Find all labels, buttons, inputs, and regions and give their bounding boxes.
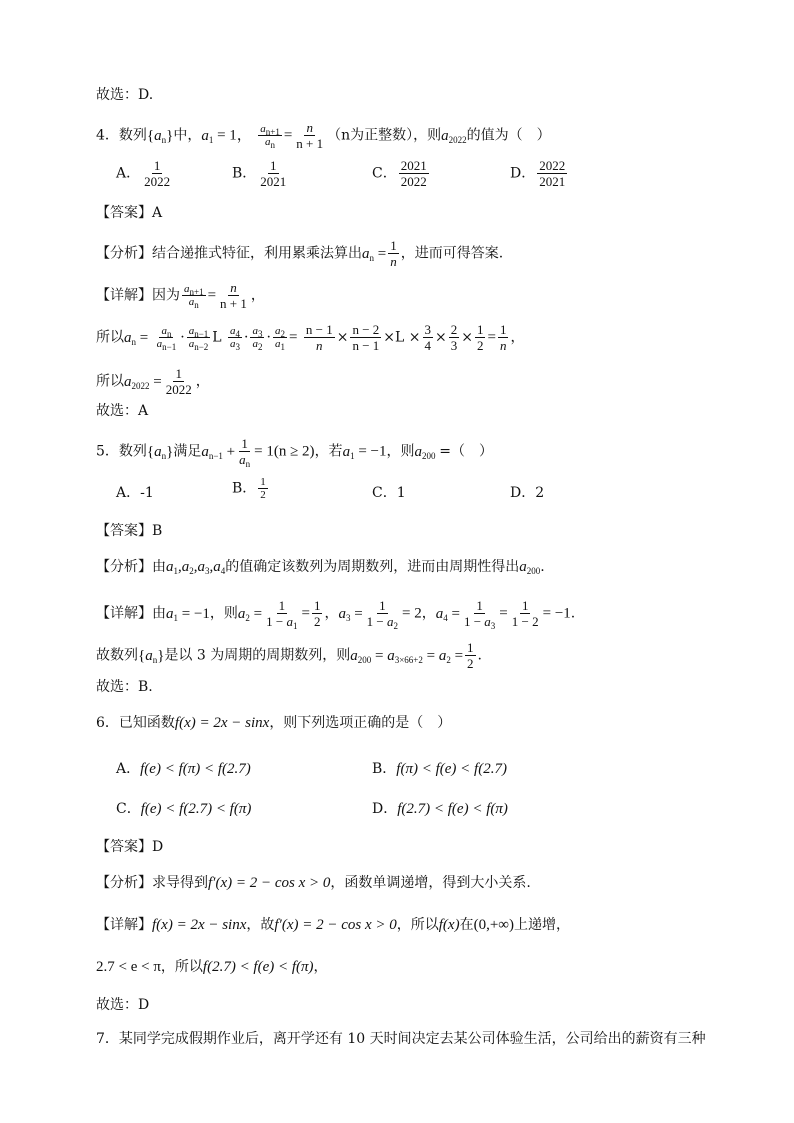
- a2022-symbol: $a_{2022}$: [441, 127, 467, 145]
- q5-option-b: B． $\frac{1}{2}$: [232, 476, 266, 501]
- q4-stem-text: 数列: [118, 127, 147, 144]
- q5-option-c: C．1: [372, 485, 406, 501]
- q6-analysis: 【分析】求导得到f′(x) = 2 − cos x > 0，函数单调递增，得到大小关系.: [96, 875, 531, 891]
- prev-answer-line: [96, 86, 153, 104]
- q6-stem: 6．已知函数f(x) = 2x − sinx，则下列选项正确的是（ ）: [96, 715, 452, 731]
- q6-detail: 【详解】f(x) = 2x − sinx，故f′(x) = 2 − cos x > 0，所以f(x)在(0,+∞)上递增，: [96, 917, 570, 933]
- q4-answer: 【答案】A: [96, 205, 163, 221]
- q5-option-a: A．-1: [116, 485, 154, 501]
- q6-option-a: A．f(e) < f(π) < f(2.7): [116, 761, 251, 777]
- q4-option-c: C． $\frac{2021}{2022}$: [372, 158, 427, 189]
- q4-analysis: 【分析】结合递推式特征，利用累乘法算出$a_n$ = $\frac{1}{n}$ ，进而可得答案.: [96, 238, 504, 269]
- q4-a2022-result: 所以$a_{2022}$ = $\frac{1}{2022}$ ，: [96, 366, 210, 397]
- q5-option-d: D．2: [510, 485, 545, 501]
- a1-value: = 1，: [217, 127, 252, 144]
- q6-final: 故选：D: [96, 997, 150, 1013]
- q4-condition: （n为正整数），则: [327, 127, 442, 144]
- prev-answer: 故选：D.: [96, 87, 154, 103]
- q5-period: 故数列$\{a_n\}$是以 3 为周期的周期数列，则$a_{200} = a_{3\times 66+2} = a_2$ = $\frac{1}{2}$ .: [96, 640, 482, 671]
- ratio-fraction: $\frac{a_{n+1}}{a_n}$: [260, 123, 280, 150]
- q7-stem: 7．某同学完成假期作业后，离开学还有 10 天时间决定去某公司体验生活，公司给出的薪资有三种: [96, 1031, 706, 1047]
- n-over-n1: $\frac{n}{n + 1}$: [296, 120, 324, 151]
- seq-an: $\{a_n\}$: [146, 127, 174, 145]
- q5-detail: 【详解】由$a_1 = -1$，则$a_2$ = $\frac{1}{1 - a_1}$ = $\frac{1}{2}$ ，$a_3$ = $\frac{1}{1 - a_2}$ = 2，$a_4$ = $\frac{1}{1 - a_3}$ = $\frac{1}{1 - 2}$ = −1.: [96, 598, 576, 631]
- q4-product-chain: 所以$a_n$ = $\frac{a_n}{a_{n-1}}$ · $\frac{a_{n-1}}{a_{n-2}}$ L $\frac{a_4}{a_3}$ · $\frac{a_3}{a_2}$ · $\frac{a_2}{a_1}$ = $\frac{n - 1}{n}$ × $\frac{n - 2}{n - 1}$ ×L × $\frac{3}{4}$ × $\frac{2}{3}$ × $\frac{1}{2}$ = $\frac{1}{n}$ ，: [96, 322, 525, 353]
- q4-stem-text-2: 中，: [173, 127, 202, 144]
- q6-option-d: D．f(2.7) < f(e) < f(π): [372, 801, 508, 817]
- q6-answer: 【答案】D: [96, 839, 164, 855]
- q5-stem: 5．数列$\{a_n\}$满足$a_{n-1}$ + $\frac{1}{a_n}$ = 1(n ≥ 2)，若$a_1 = -1$，则$a_{200}$ =（ ）: [96, 436, 493, 469]
- q5-answer: 【答案】B: [96, 523, 163, 539]
- q4-stem: 4．数列$\{a_n\}$中，$a_1 = 1$， $\frac{a_{n+1}}{a_n}$ = $\frac{n}{n + 1}$ （n为正整数），则$a_{2022}$的值为（ ）: [96, 120, 551, 151]
- q4-detail: 【详解】因为 $\frac{a_{n+1}}{a_n}$ = $\frac{n}{n + 1}$ ，: [96, 280, 265, 311]
- q6-option-c: C．f(e) < f(2.7) < f(π): [116, 801, 252, 817]
- q5-analysis: 【分析】由$a_1,a_2,a_3,a_4$的值确定该数列为周期数列，进而由周期性得出$a_{200}$.: [96, 559, 545, 576]
- q5-final: 故选：B.: [96, 679, 153, 695]
- q4-stem-end: 的值为（ ）: [466, 127, 551, 144]
- q6-option-b: B．f(π) < f(e) < f(2.7): [372, 761, 507, 777]
- q4-option-a: A． $\frac{1}{2022}$: [116, 158, 171, 189]
- q4-number: 4．: [96, 127, 119, 144]
- a1-symbol: $a_1$: [201, 127, 214, 145]
- q4-option-d: D． $\frac{2022}{2021}$: [510, 158, 566, 189]
- q6-result: 2.7 < e < π，所以f(2.7) < f(e) < f(π)，: [96, 959, 328, 975]
- q4-option-b: B． $\frac{1}{2021}$: [232, 158, 287, 189]
- q4-final: 故选：A: [96, 403, 149, 419]
